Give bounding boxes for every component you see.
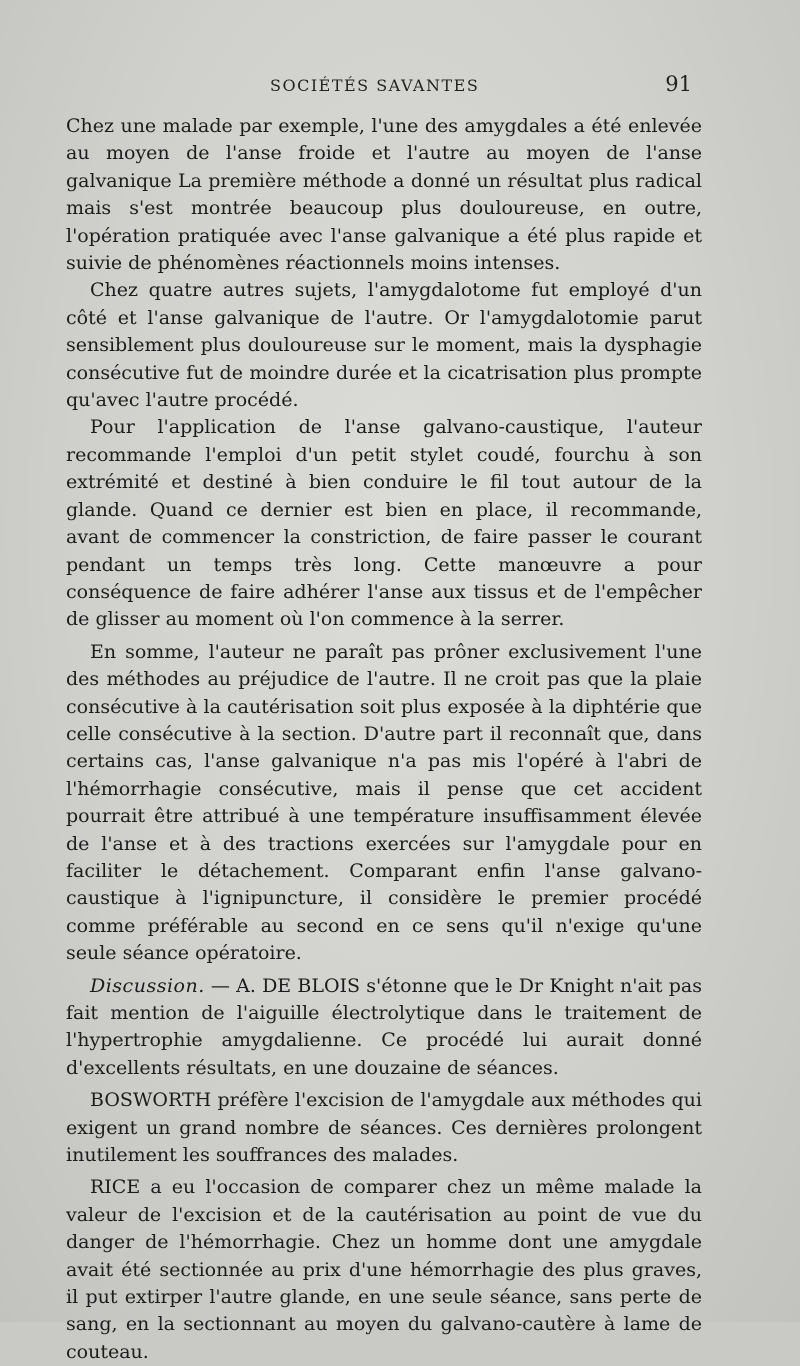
paragraph-text: Chez une malade par exemple, l'une des amygdales a été enlevée au moyen de l'anse froide et l'autre au moyen de l'anse galvanique La première méthode a donné un résultat plus radical mais s'est montrée beaucoup plus douloureuse, en outre, l'opération pratiquée avec l'anse galvanique a été plus rapide et suivie de phénomènes réactionnels moins intenses. bbox=[66, 115, 702, 275]
speaker-name: RICE bbox=[90, 1176, 141, 1199]
discussion-heading: Discussion. bbox=[90, 974, 205, 997]
paragraph-text: préfère l'excision de l'amygdale aux méthodes qui exigent un grand nombre de séances. Ces dernières prolongent inutilement les souffrances des malades. bbox=[66, 1089, 702, 1167]
paragraph-bosworth bbox=[66, 1087, 702, 1169]
paragraph-text: Chez quatre autres sujets, l'amygdalotome fut employé d'un côté et l'anse galvanique de l'autre. Or l'amygdalotomie parut sensiblement plus douloureuse sur le moment, mais la dysphagie consécutive fut de moindre durée et la cicatrisation plus prompte qu'avec l'autre procédé. bbox=[66, 279, 702, 412]
page-number: 91 bbox=[665, 72, 692, 96]
speaker-name: BOSWORTH bbox=[90, 1089, 212, 1112]
page-header bbox=[60, 70, 700, 106]
paragraph-text: — A. DE BLOIS s'étonne que le Dr Knight n'ait pas fait mention de l'aiguille électrolytique dans le traitement de l'hypertrophie amygdalienne. Ce procédé lui aurait donné d'excellents résultats, en une douzaine de séances. bbox=[66, 974, 702, 1079]
paragraph-rice bbox=[66, 1174, 702, 1366]
paragraph-text: a eu l'occasion de comparer chez un même malade la valeur de l'excision et de la cautérisation au point de vue du danger de l'hémorrhagie. Chez un homme dont une amygdale avait été sectionnée au prix d'une hémorrhagie des plus graves, il put extirper l'autre glande, en une seule séance, sans perte de sang, en la sectionnant au moyen du galvano-cautère à lame de couteau. bbox=[66, 1176, 702, 1363]
body-text bbox=[66, 113, 702, 1366]
paragraph-3 bbox=[66, 414, 702, 633]
paragraph-text: En somme, l'auteur ne paraît pas prôner exclusivement l'une des méthodes au préjudice de l'autre. Il ne croit pas que la plaie consécutive à la cautérisation soit plus exposée à la diphtérie que celle consécutive à la section. D'autre part il reconnaît que, dans certains cas, l'anse galvanique n'a pas mis l'opéré à l'abri de l'hémorrhagie consécutive, mais il pense que cet accident pourrait être attribué à une température insuffisamment élevée de l'anse et à des tractions exercées sur l'amygdale pour en faciliter le détachement. Comparant enfin l'anse galvano-caustique à l'ignipuncture, il considère le premier procédé comme préférable au second en ce sens qu'il n'exige qu'une seule séance opératoire. bbox=[66, 640, 702, 965]
paragraph-4 bbox=[66, 639, 702, 968]
paragraph-1 bbox=[66, 113, 702, 277]
paragraph-discussion bbox=[66, 973, 702, 1083]
running-head: SOCIÉTÉS SAVANTES bbox=[270, 76, 480, 95]
paragraph-2 bbox=[66, 277, 702, 414]
paragraph-text: Pour l'application de l'anse galvano-caustique, l'auteur recommande l'emploi d'un petit stylet coudé, fourchu à son extrémité et destiné à bien conduire le fil tout autour de la glande. Quand ce dernier est bien en place, il recommande, avant de commencer la constriction, de faire passer le courant pendant un temps très long. Cette manœuvre a pour conséquence de faire adhérer l'anse aux tissus et de l'empêcher de glisser au moment où l'on commence à la serrer. bbox=[66, 416, 702, 631]
